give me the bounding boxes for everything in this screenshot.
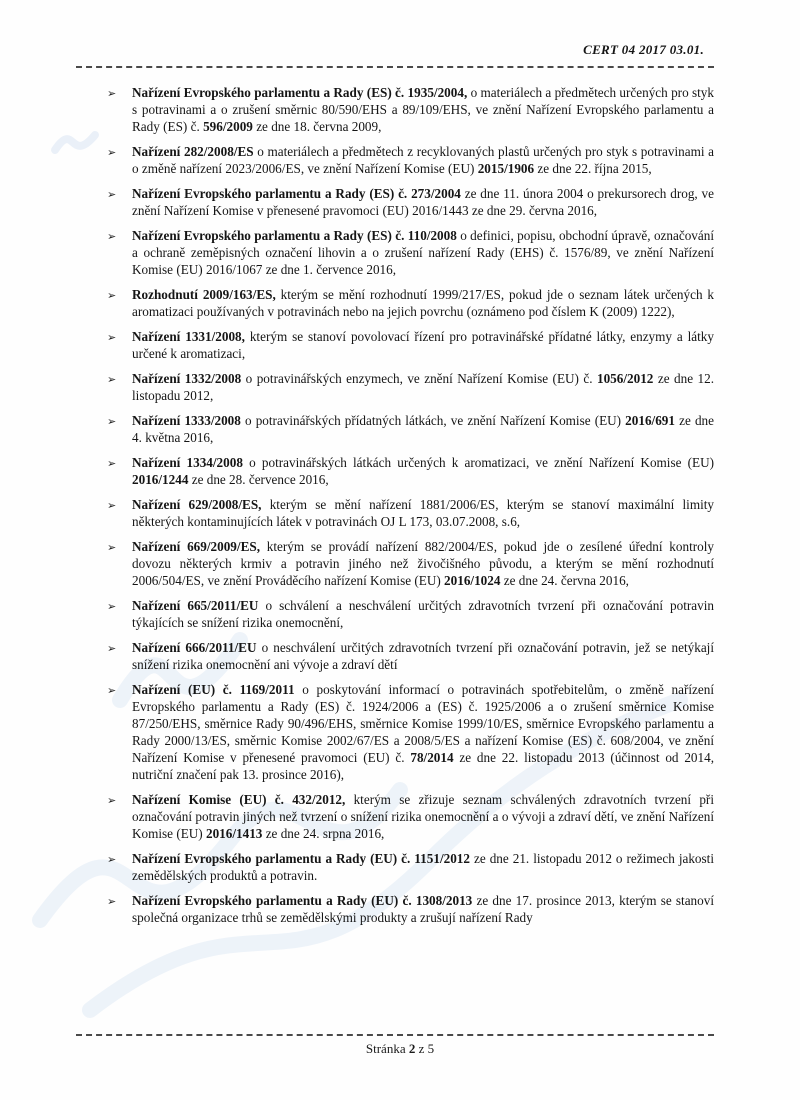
arrow-bullet-icon: ➢ — [107, 331, 117, 344]
regulation-text: Nařízení Evropského parlamentu a Rady (ES) č. 110/2008 o definici, popisu, obchodní úpravě, označování a ochraně zeměpisných označení lihovin a o zrušení nařízení Rady (EHS) č. 1576/89, ve znění Nařízení Komise (EU) 2016/1067 ze dne 1. července 2016, — [132, 228, 714, 277]
regulation-item — [106, 538, 714, 589]
arrow-bullet-icon: ➢ — [107, 146, 117, 159]
regulation-item — [106, 412, 714, 446]
regulation-item — [106, 850, 714, 884]
arrow-bullet-icon: ➢ — [107, 499, 117, 512]
regulation-text: Nařízení Evropského parlamentu a Rady (ES) č. 1935/2004, o materiálech a předmětech určených pro styk s potravinami a o zrušení směrnic 80/590/EHS a 89/109/EHS, ve znění Nařízení Evropského parlamentu a Rady (ES) č. 596/2009 ze dne 18. června 2009, — [132, 85, 714, 134]
regulation-text: Nařízení 1332/2008 o potravinářských enzymech, ve znění Nařízení Komise (EU) č. 1056/2012 ze dne 12. listopadu 2012, — [132, 371, 714, 403]
regulation-item — [106, 791, 714, 842]
arrow-bullet-icon: ➢ — [107, 895, 117, 908]
regulation-item — [106, 370, 714, 404]
regulation-item — [106, 496, 714, 530]
regulation-item — [106, 639, 714, 673]
regulation-text: Nařízení (EU) č. 1169/2011 o poskytování informací o potravinách spotřebitelům, o změně nařízení Evropského parlamentu a Rady (ES) č. 1924/2006 a (ES) č. 1925/2006 a o zrušení směrnice Komise 87/250/EHS, směrnice Rady 90/496/EHS, směrnice Komise 1999/10/ES, směrnice Evropského parlamentu a Rady 2000/13/ES, směrnic Komise 2002/67/ES a 2008/5/ES a nařízení Komise (ES) č. 608/2004, ve znění Nařízení Komise v přenesené pravomoci (EU) č. 78/2014 ze dne 22. listopadu 2013 (účinnost od 2014, nutriční značení pak 13. prosince 2016), — [132, 682, 714, 782]
regulation-text: Nařízení 1334/2008 o potravinářských látkách určených k aromatizaci, ve znění Nařízení Komise (EU) 2016/1244 ze dne 28. července 2016, — [132, 455, 714, 487]
arrow-bullet-icon: ➢ — [107, 541, 117, 554]
arrow-bullet-icon: ➢ — [107, 415, 117, 428]
arrow-bullet-icon: ➢ — [107, 642, 117, 655]
regulation-text: Rozhodnutí 2009/163/ES, kterým se mění rozhodnutí 1999/217/ES, pokud jde o seznam látek určených k aromatizaci používaných v potravinách nebo na jejich povrchu (oznámeno pod číslem K (2009) 1222), — [132, 287, 714, 319]
footer-page-number: 2 — [408, 1041, 416, 1056]
footer-of-label: z — [418, 1041, 425, 1056]
regulation-text: Nařízení Komise (EU) č. 432/2012, kterým se zřizuje seznam schválených zdravotních tvrzení při označování potravin jiných než tvrzení o snížení rizika onemocnění a o vývoji a zdraví dětí, ve znění Nařízení Komise (EU) 2016/1413 ze dne 24. srpna 2016, — [132, 792, 714, 841]
regulation-item — [106, 84, 714, 135]
document-header — [583, 42, 704, 58]
arrow-bullet-icon: ➢ — [107, 373, 117, 386]
footer-divider — [76, 1034, 714, 1036]
footer-total-pages: 5 — [427, 1041, 435, 1056]
regulation-text: Nařízení 282/2008/ES o materiálech a předmětech z recyklovaných plastů určených pro styk s potravinami a o změně nařízení 2023/2006/ES, ve znění Nařízení Komise (EU) 2015/1906 ze dne 22. října 2015, — [132, 144, 714, 176]
header-divider — [76, 66, 714, 68]
regulation-text: Nařízení 666/2011/EU o neschválení určitých zdravotních tvrzení při označování potravin, jež se netýkají snížení rizika onemocnění ani vývoje a zdraví dětí — [132, 640, 715, 672]
arrow-bullet-icon: ➢ — [107, 457, 117, 470]
arrow-bullet-icon: ➢ — [107, 794, 117, 807]
regulation-text: Nařízení 669/2009/ES, kterým se provádí nařízení 882/2004/ES, pokud jde o zesílené úřední kontroly dovozu některých krmiv a potravin jiného než živočišného původu, a kterým se mění rozhodnutí 2006/504/ES, ve znění Prováděcího nařízení Komise (EU) 2016/1024 ze dne 24. června 2016, — [132, 539, 714, 588]
regulation-item — [106, 227, 714, 278]
arrow-bullet-icon: ➢ — [107, 600, 117, 613]
footer-page-label: Stránka — [365, 1041, 406, 1056]
regulation-text: Nařízení 629/2008/ES, kterým se mění nařízení 1881/2006/ES, kterým se stanoví maximální limity některých kontaminujících látek v potravinách OJ L 173, 03.07.2008, s.6, — [132, 497, 714, 529]
regulation-text: Nařízení Evropského parlamentu a Rady (EU) č. 1151/2012 ze dne 21. listopadu 2012 o režimech jakosti zemědělských produktů a potravin. — [132, 851, 714, 883]
regulation-item — [106, 681, 714, 783]
regulation-item — [106, 597, 714, 631]
regulation-list — [106, 84, 714, 934]
doc-code: CERT 04 2017 03.01. — [583, 42, 704, 57]
regulation-text: Nařízení 1331/2008, kterým se stanoví povolovací řízení pro potravinářské přídatné látky, enzymy a látky určené k aromatizaci, — [132, 329, 714, 361]
regulation-text: Nařízení 1333/2008 o potravinářských přídatných látkách, ve znění Nařízení Komise (EU) 2016/691 ze dne 4. května 2016, — [132, 413, 714, 445]
arrow-bullet-icon: ➢ — [107, 289, 117, 302]
regulation-item — [106, 892, 714, 926]
regulation-item — [106, 143, 714, 177]
page-footer — [0, 1041, 800, 1057]
regulation-text: Nařízení Evropského parlamentu a Rady (ES) č. 273/2004 ze dne 11. února 2004 o prekursorech drog, ve znění Nařízení Komise v přenesené pravomoci (EU) 2016/1443 ze dne 29. června 2016, — [132, 186, 714, 218]
regulation-item — [106, 454, 714, 488]
regulation-text: Nařízení Evropského parlamentu a Rady (EU) č. 1308/2013 ze dne 17. prosince 2013, kterým se stanoví společná organizace trhů se zemědělskými produkty a zrušují nařízení Rady — [132, 893, 714, 925]
regulation-item — [106, 286, 714, 320]
regulation-item — [106, 185, 714, 219]
regulation-item — [106, 328, 714, 362]
arrow-bullet-icon: ➢ — [107, 853, 117, 866]
arrow-bullet-icon: ➢ — [107, 230, 117, 243]
arrow-bullet-icon: ➢ — [107, 188, 117, 201]
regulation-text: Nařízení 665/2011/EU o schválení a neschválení určitých zdravotních tvrzení při označování potravin týkajících se snížení rizika onemocnění, — [132, 598, 714, 630]
arrow-bullet-icon: ➢ — [107, 684, 117, 697]
arrow-bullet-icon: ➢ — [107, 87, 117, 100]
